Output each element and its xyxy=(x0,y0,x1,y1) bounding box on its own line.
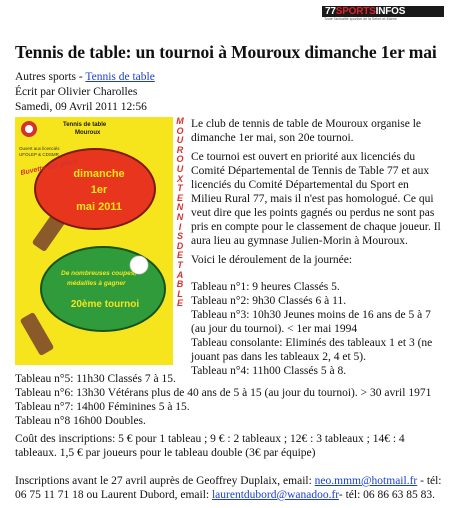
paragraph-intro: Le club de tennis de table de Mouroux organise le dimanche 1er mai, son 20e tournoi. xyxy=(191,118,422,144)
side-text-letter: T xyxy=(177,183,183,194)
schedule-item: Tableau n°6: 13h30 Vétérans plus de 40 ans de 5 à 15 (au jour du tournoi). > 30 avril 1971 xyxy=(15,387,432,399)
side-text-letter: U xyxy=(176,135,184,146)
poster-side-text xyxy=(174,117,186,372)
paragraph-eligibility: Ce tournoi est ouvert en priorité aux licenciés du Comité Départemental de Tennis de Table 77 et aux licenciés du Comité Départemental du Sport en Milieu Rural 77, mais il n'est pas homologué. Ce qui veut dire que les points gagnés ou perdus ne sont pas pris en compte pour le classement de chaque joueur. Il aura lieu au gymnase Julien-Morin à Mouroux. xyxy=(191,151,441,247)
side-text-letter: X xyxy=(176,173,183,184)
logo-wordmark: 77SPORTSINFOS xyxy=(322,6,444,17)
article-category: Autres sports - Tennis de table xyxy=(15,71,155,83)
side-text-letter: N xyxy=(176,211,184,222)
side-text-letter: O xyxy=(176,125,184,136)
poster-header-line2: Mouroux xyxy=(75,130,101,136)
side-text-letter: E xyxy=(176,192,183,203)
side-text-letter: N xyxy=(176,202,184,213)
club-crest-icon xyxy=(21,121,37,137)
poster-small-line1: Ouvert aux licenciés xyxy=(19,146,60,151)
side-text-letter: B xyxy=(176,279,184,290)
poster-prizes-line1: De nombreuses coupes, xyxy=(61,270,137,277)
schedule-item: Tableau n°3: 10h30 Jeunes moins de 16 ans de 5 à 7 (au jour du tournoi). < 1er mai 1994 xyxy=(191,309,431,335)
schedule-item: Tableau n°2: 9h30 Classés 6 à 11. xyxy=(191,295,347,307)
logo-tagline: Toute l'actualité sportive de la Seine-et-Marne xyxy=(324,17,397,21)
side-text-letter: R xyxy=(176,144,184,155)
poster-prizes-line2: médailles à gagner xyxy=(67,280,126,287)
cost-block xyxy=(15,432,445,460)
side-text-letter: E xyxy=(176,250,183,261)
side-text-letter: U xyxy=(176,163,184,174)
side-text-letter: S xyxy=(176,231,183,242)
schedule-list-full xyxy=(15,372,445,428)
schedule-item: Tableau n°4: 11h00 Classés 5 à 8. xyxy=(191,365,347,377)
side-text-letter: M xyxy=(176,117,184,126)
side-text-letter: T xyxy=(177,259,183,270)
schedule-list-column xyxy=(191,280,441,378)
paragraph-cost: Coût des inscriptions: 5 € pour 1 tableau ; 9 € : 2 tableaux ; 12€ : 3 tableaux ; 14€ : 4 tableaux. 1,5 € par joueurs pour le tableau double (3€ par équipe) xyxy=(15,433,405,459)
schedule-item: Tableau n°7: 14h00 Féminines 5 à 15. xyxy=(15,401,190,413)
paragraph-registration: Inscriptions avant le 27 avril auprès de Geoffrey Duplaix, email: neo.mmm@hotmail.fr - tél: 06 75 11 71 18 ou Laurent Dubord, email: laurentdubord@wanadoo.fr- tél: 06 86 63 85 83. xyxy=(15,475,442,501)
side-text-letter: A xyxy=(176,269,184,280)
email-link-geoffrey[interactable]: neo.mmm@hotmail.fr xyxy=(314,475,418,487)
schedule-item: Tableau consolante: Eliminés des tableaux 1 et 3 (ne jouant pas dans les tableaux 2, 4 et 5). xyxy=(191,337,433,363)
tournament-poster-image xyxy=(15,117,173,365)
poster-header-line1: Tennis de table xyxy=(63,122,107,128)
schedule-intro-block xyxy=(191,253,441,267)
registration-block xyxy=(15,474,445,502)
paragraph-schedule-intro: Voici le déroulement de la journée: xyxy=(191,254,353,266)
poster-buvette: Buvette sur place xyxy=(19,157,79,177)
side-text-letter: O xyxy=(176,154,184,165)
side-text-letter: I xyxy=(178,221,182,232)
schedule-item: Tableau n°5: 11h30 Classés 7 à 15. xyxy=(15,373,176,385)
poster-small-line2: UFOLEP & CDSMR xyxy=(19,152,59,157)
side-text-letter: E xyxy=(176,298,183,309)
paragraph-eligibility-block xyxy=(191,150,441,248)
email-link-laurent[interactable]: laurentdubord@wanadoo.fr xyxy=(211,489,339,501)
article-title: Tennis de table: un tournoi à Mouroux dimanche 1er mai xyxy=(15,42,437,62)
article-date: Samedi, 09 Avril 2011 12:56 xyxy=(15,101,147,113)
poster-date-line3: mai 2011 xyxy=(76,201,122,213)
site-logo[interactable] xyxy=(322,6,444,28)
side-text-letter: L xyxy=(177,288,183,299)
schedule-item: Tableau n°1: 9 heures Classés 5. xyxy=(191,281,340,293)
poster-edition: 20ème tournoi xyxy=(70,299,140,310)
poster-date-line2: 1er xyxy=(90,184,108,196)
side-text-letter: D xyxy=(176,240,184,251)
poster-date-line1: dimanche xyxy=(73,168,125,180)
article-author: Écrit par Olivier Charolles xyxy=(15,86,138,98)
schedule-item: Tableau n°8 16h00 Doubles. xyxy=(15,415,146,427)
category-link[interactable]: Tennis de table xyxy=(85,71,155,83)
article-body-column xyxy=(191,117,441,145)
